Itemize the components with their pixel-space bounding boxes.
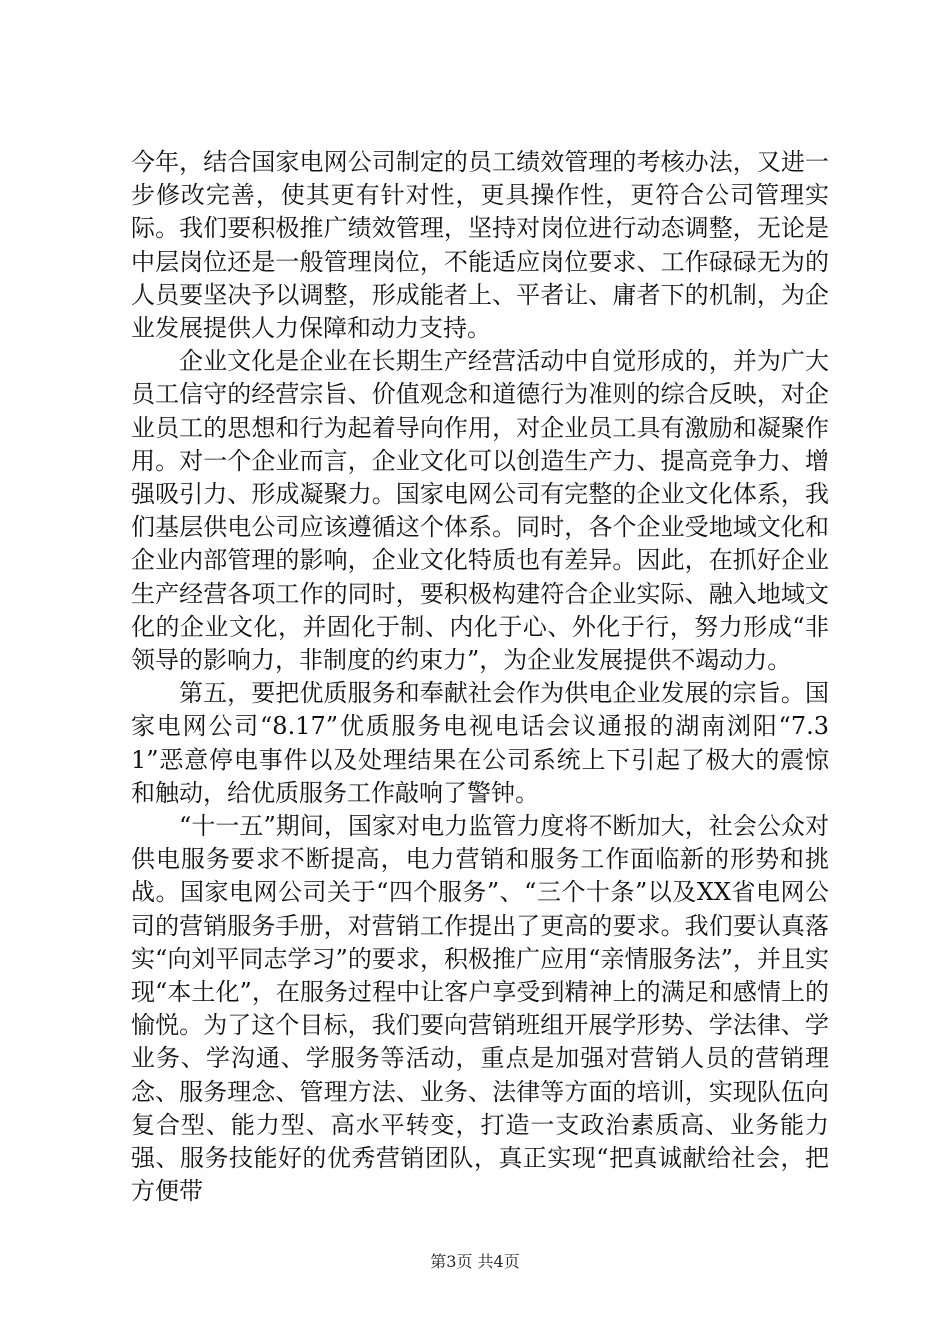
- paragraph-performance-management: 今年，结合国家电网公司制定的员工绩效管理的考核办法，又进一步修改完善，使其更有针对性，更具操作性，更符合公司管理实际。我们要积极推广绩效管理，坚持对岗位进行动态调整，无论是中层岗位还是一般管理岗位，不能适应岗位要求、工作碌碌无为的人员要坚决予以调整，形成能者上、平者让、庸者下的机制，为企业发展提供人力保障和动力支持。: [131, 148, 829, 343]
- paragraph-eleventh-five-year: “十一五”期间，国家对电力监管力度将不断加大，社会公众对供电服务要求不断提高，电力营销和服务工作面临新的形势和挑战。国家电网公司关于“四个服务”、“三个十条”以及XX省电网公司的营销服务手册，对营销工作提出了更高的要求。我们要认真落实“向刘平同志学习”的要求，积极推广应用“亲情服务法”，并且实现“本土化”，在服务过程中让客户享受到精神上的满足和感情上的愉悦。为了这个目标，我们要向营销班组开展学形势、学法律、学业务、学沟通、学服务等活动，重点是加强对营销人员的营销理念、服务理念、管理方法、业务、法律等方面的培训，实现队伍向复合型、能力型、高水平转变，打造一支政治素质高、业务能力强、服务技能好的优秀营销团队，真正实现“把真诚献给社会，把方便带: [131, 812, 829, 1206]
- paragraph-corporate-culture: 企业文化是企业在长期生产经营活动中自觉形成的，并为广大员工信守的经营宗旨、价值观念和道德行为准则的综合反映，对企业员工的思想和行为起着导向作用，对企业员工具有激励和凝聚作用。对一个企业而言，企业文化可以创造生产力、提高竞争力、增强吸引力、形成凝聚力。国家电网公司有完整的企业文化体系，我们基层供电公司应该遵循这个体系。同时，各个企业受地域文化和企业内部管理的影响，企业文化特质也有差异。因此，在抓好企业生产经营各项工作的同时，要积极构建符合企业实际、融入地域文化的企业文化，并固化于制、内化于心、外化于行，努力形成“非领导的影响力，非制度的约束力”，为企业发展提供不竭动力。: [131, 347, 829, 675]
- paragraph-quality-service: 第五，要把优质服务和奉献社会作为供电企业发展的宗旨。国家电网公司“8.17”优质服务电视电话会议通报的湖南浏阳“7.31”恶意停电事件以及处理结果在公司系统上下引起了极大的震惊和触动，给优质服务工作敲响了警钟。: [131, 679, 829, 807]
- page-footer: 第3页 共4页: [430, 1252, 520, 1271]
- document-body: [131, 146, 829, 1209]
